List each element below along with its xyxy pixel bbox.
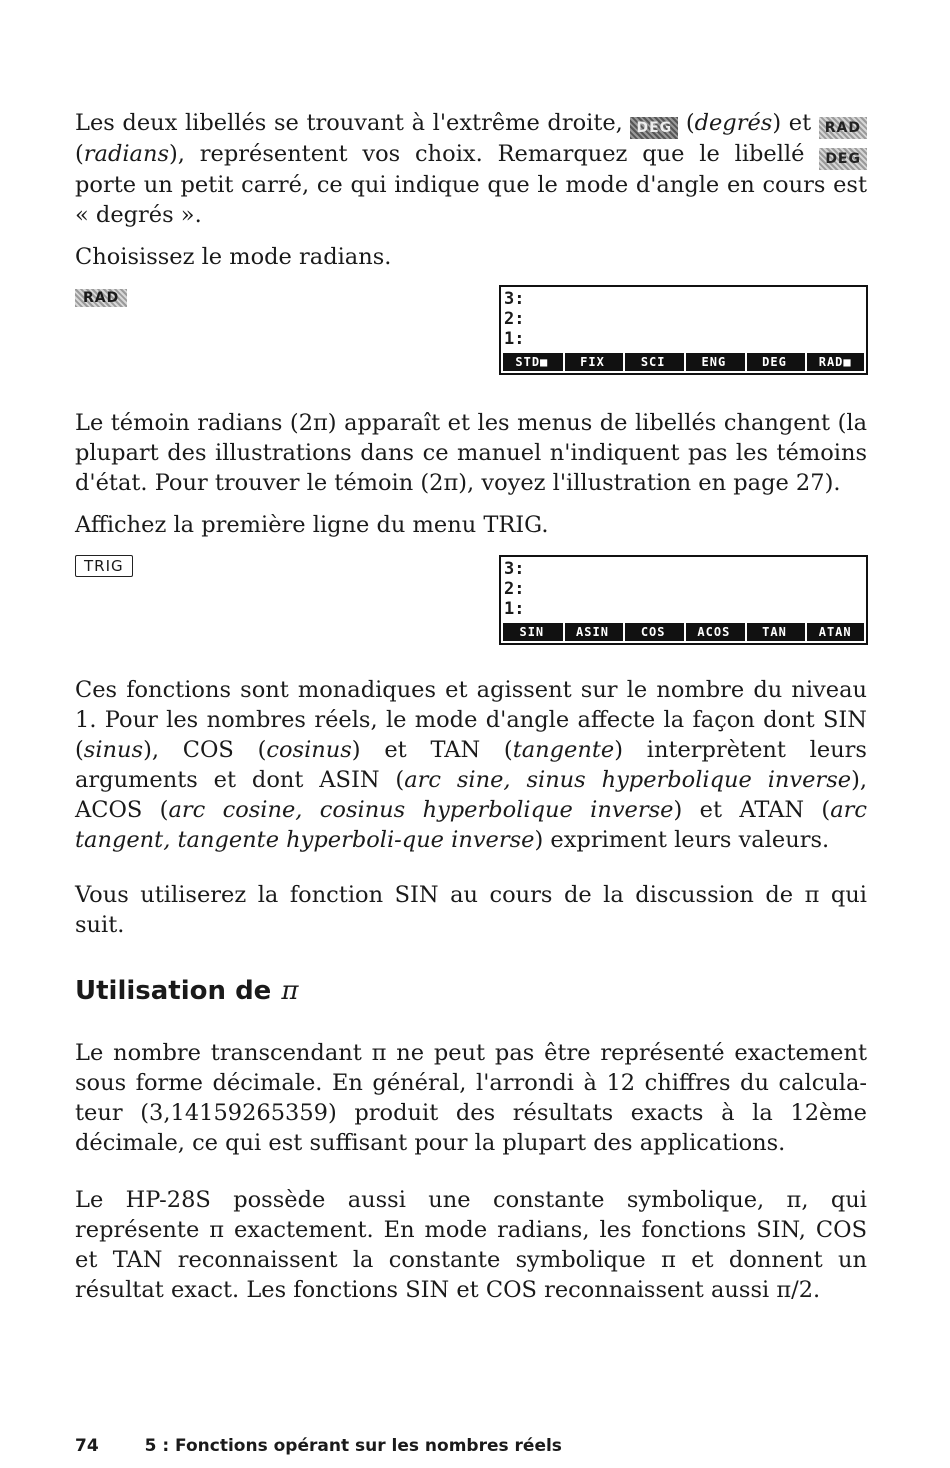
stack-level-3: 3: — [504, 289, 525, 309]
text-run: ( — [75, 141, 84, 167]
sin-discussion-paragraph: Vous utiliserez la fonction SIN au cours de la discussion de π qui suit. — [75, 882, 867, 938]
text-run: Ces fonctions sont monadiques et agissent sur le nombre du niveau 1. Pour les nombres réels, le mode d'angle affecte la façon dont SIN ( — [75, 677, 867, 763]
menu-label-acos: ACOS — [684, 623, 742, 641]
intro-paragraph — [75, 108, 867, 230]
lcd-display-mode — [499, 285, 868, 375]
italic-atan: arc tangent, tangente hyperboli-que inverse — [75, 797, 867, 853]
text-run: ) et TAN ( — [351, 737, 513, 763]
menu-label-cos: COS — [623, 623, 681, 641]
stack-level-1: 1: — [504, 599, 525, 619]
stack-level-2: 2: — [504, 309, 525, 329]
deg-key-label: DEG — [630, 117, 678, 139]
chapter-title: 5 : Fonctions opérant sur les nombres réels — [144, 1436, 562, 1456]
italic-radians: radians — [83, 141, 170, 167]
text-run: ) interprètent leurs arguments et dont ASIN ( — [75, 737, 867, 793]
text-run: ), COS ( — [143, 737, 267, 763]
italic-cosinus: cosinus — [266, 737, 352, 763]
menu-label-eng: ENG — [684, 353, 742, 371]
lcd-display-trig — [499, 555, 868, 645]
deg-key-label-2: DEG — [819, 148, 867, 170]
menu-label-rad: RAD■ — [805, 353, 863, 371]
lcd-menu-bar — [503, 353, 864, 371]
radians-annunciator-paragraph: Le témoin radians (2π) apparaît et les menus de libellés changent (la plupart des illustrations dans ce manuel n'indiquent pas les témoins d'état. Pour trouver le témoin (2π), voyez l'illustration en page 27). — [75, 410, 867, 496]
text-run: ) et ATAN ( — [673, 797, 831, 823]
trig-functions-paragraph — [75, 675, 867, 855]
menu-label-deg: DEG — [745, 353, 803, 371]
menu-label-atan: ATAN — [805, 623, 863, 641]
lcd-menu-bar — [503, 623, 864, 641]
stack-levels — [504, 289, 524, 349]
instruction-radians: Choisissez le mode radians. — [75, 244, 392, 270]
pi-symbolic-paragraph: Le HP-28S possède aussi une constante symbolique, π, qui représente π exactement. En mode radians, les fonctions SIN, COS et TAN reconnaissent la constante symbolique π et donnent un résultat exact. Les fonctions SIN et COS reconnaissent aussi π/2. — [75, 1187, 867, 1303]
menu-label-fix: FIX — [563, 353, 621, 371]
instruction-trig: Affichez la première ligne du menu TRIG. — [75, 512, 549, 538]
trig-keystroke: TRIG — [75, 555, 133, 577]
menu-label-sin: SIN — [504, 623, 560, 641]
stack-level-2: 2: — [504, 579, 525, 599]
page-footer — [75, 1436, 562, 1456]
page-number: 74 — [75, 1436, 99, 1456]
italic-asin: arc sine, sinus hyperbolique inverse — [404, 767, 852, 793]
italic-tangente: tangente — [512, 737, 615, 763]
section-heading — [75, 976, 298, 1006]
text-run: ) expriment leurs valeurs. — [534, 827, 830, 853]
text-run: ), représentent vos choix. Remarquez que le libellé — [169, 141, 805, 167]
italic-degres: degrés — [694, 110, 773, 136]
heading-pi: π — [281, 976, 299, 1006]
italic-acos: arc cosine, cosinus hyperbolique inverse — [168, 797, 674, 823]
text-run: ) et — [772, 110, 812, 136]
menu-label-tan: TAN — [745, 623, 803, 641]
rad-keystroke: RAD — [75, 289, 127, 307]
menu-label-std: STD■ — [504, 353, 560, 371]
stack-level-3: 3: — [504, 559, 525, 579]
text-run: ), ACOS ( — [75, 767, 867, 823]
heading-text: Utilisation de — [75, 976, 272, 1006]
stack-level-1: 1: — [504, 329, 525, 349]
menu-label-sci: SCI — [623, 353, 681, 371]
menu-label-asin: ASIN — [563, 623, 621, 641]
rad-key-label: RAD — [819, 117, 867, 139]
italic-sinus: sinus — [83, 737, 144, 763]
stack-levels — [504, 559, 524, 619]
text-run: porte un petit carré, ce qui indique que le mode d'angle en cours est « degrés ». — [75, 172, 867, 228]
text-run: Les deux libellés se trouvant à l'extrême droite, — [75, 110, 623, 136]
text-run: ( — [685, 110, 695, 136]
pi-transcendent-paragraph: Le nombre transcendant π ne peut pas être représenté exactement sous forme décimale. En général, l'arrondi à 12 chiffres du calcula-teur (3,14159265359) produit des résultats exacts à la 12ème décimale, ce qui est suffisant pour la plupart des applications. — [75, 1040, 867, 1156]
